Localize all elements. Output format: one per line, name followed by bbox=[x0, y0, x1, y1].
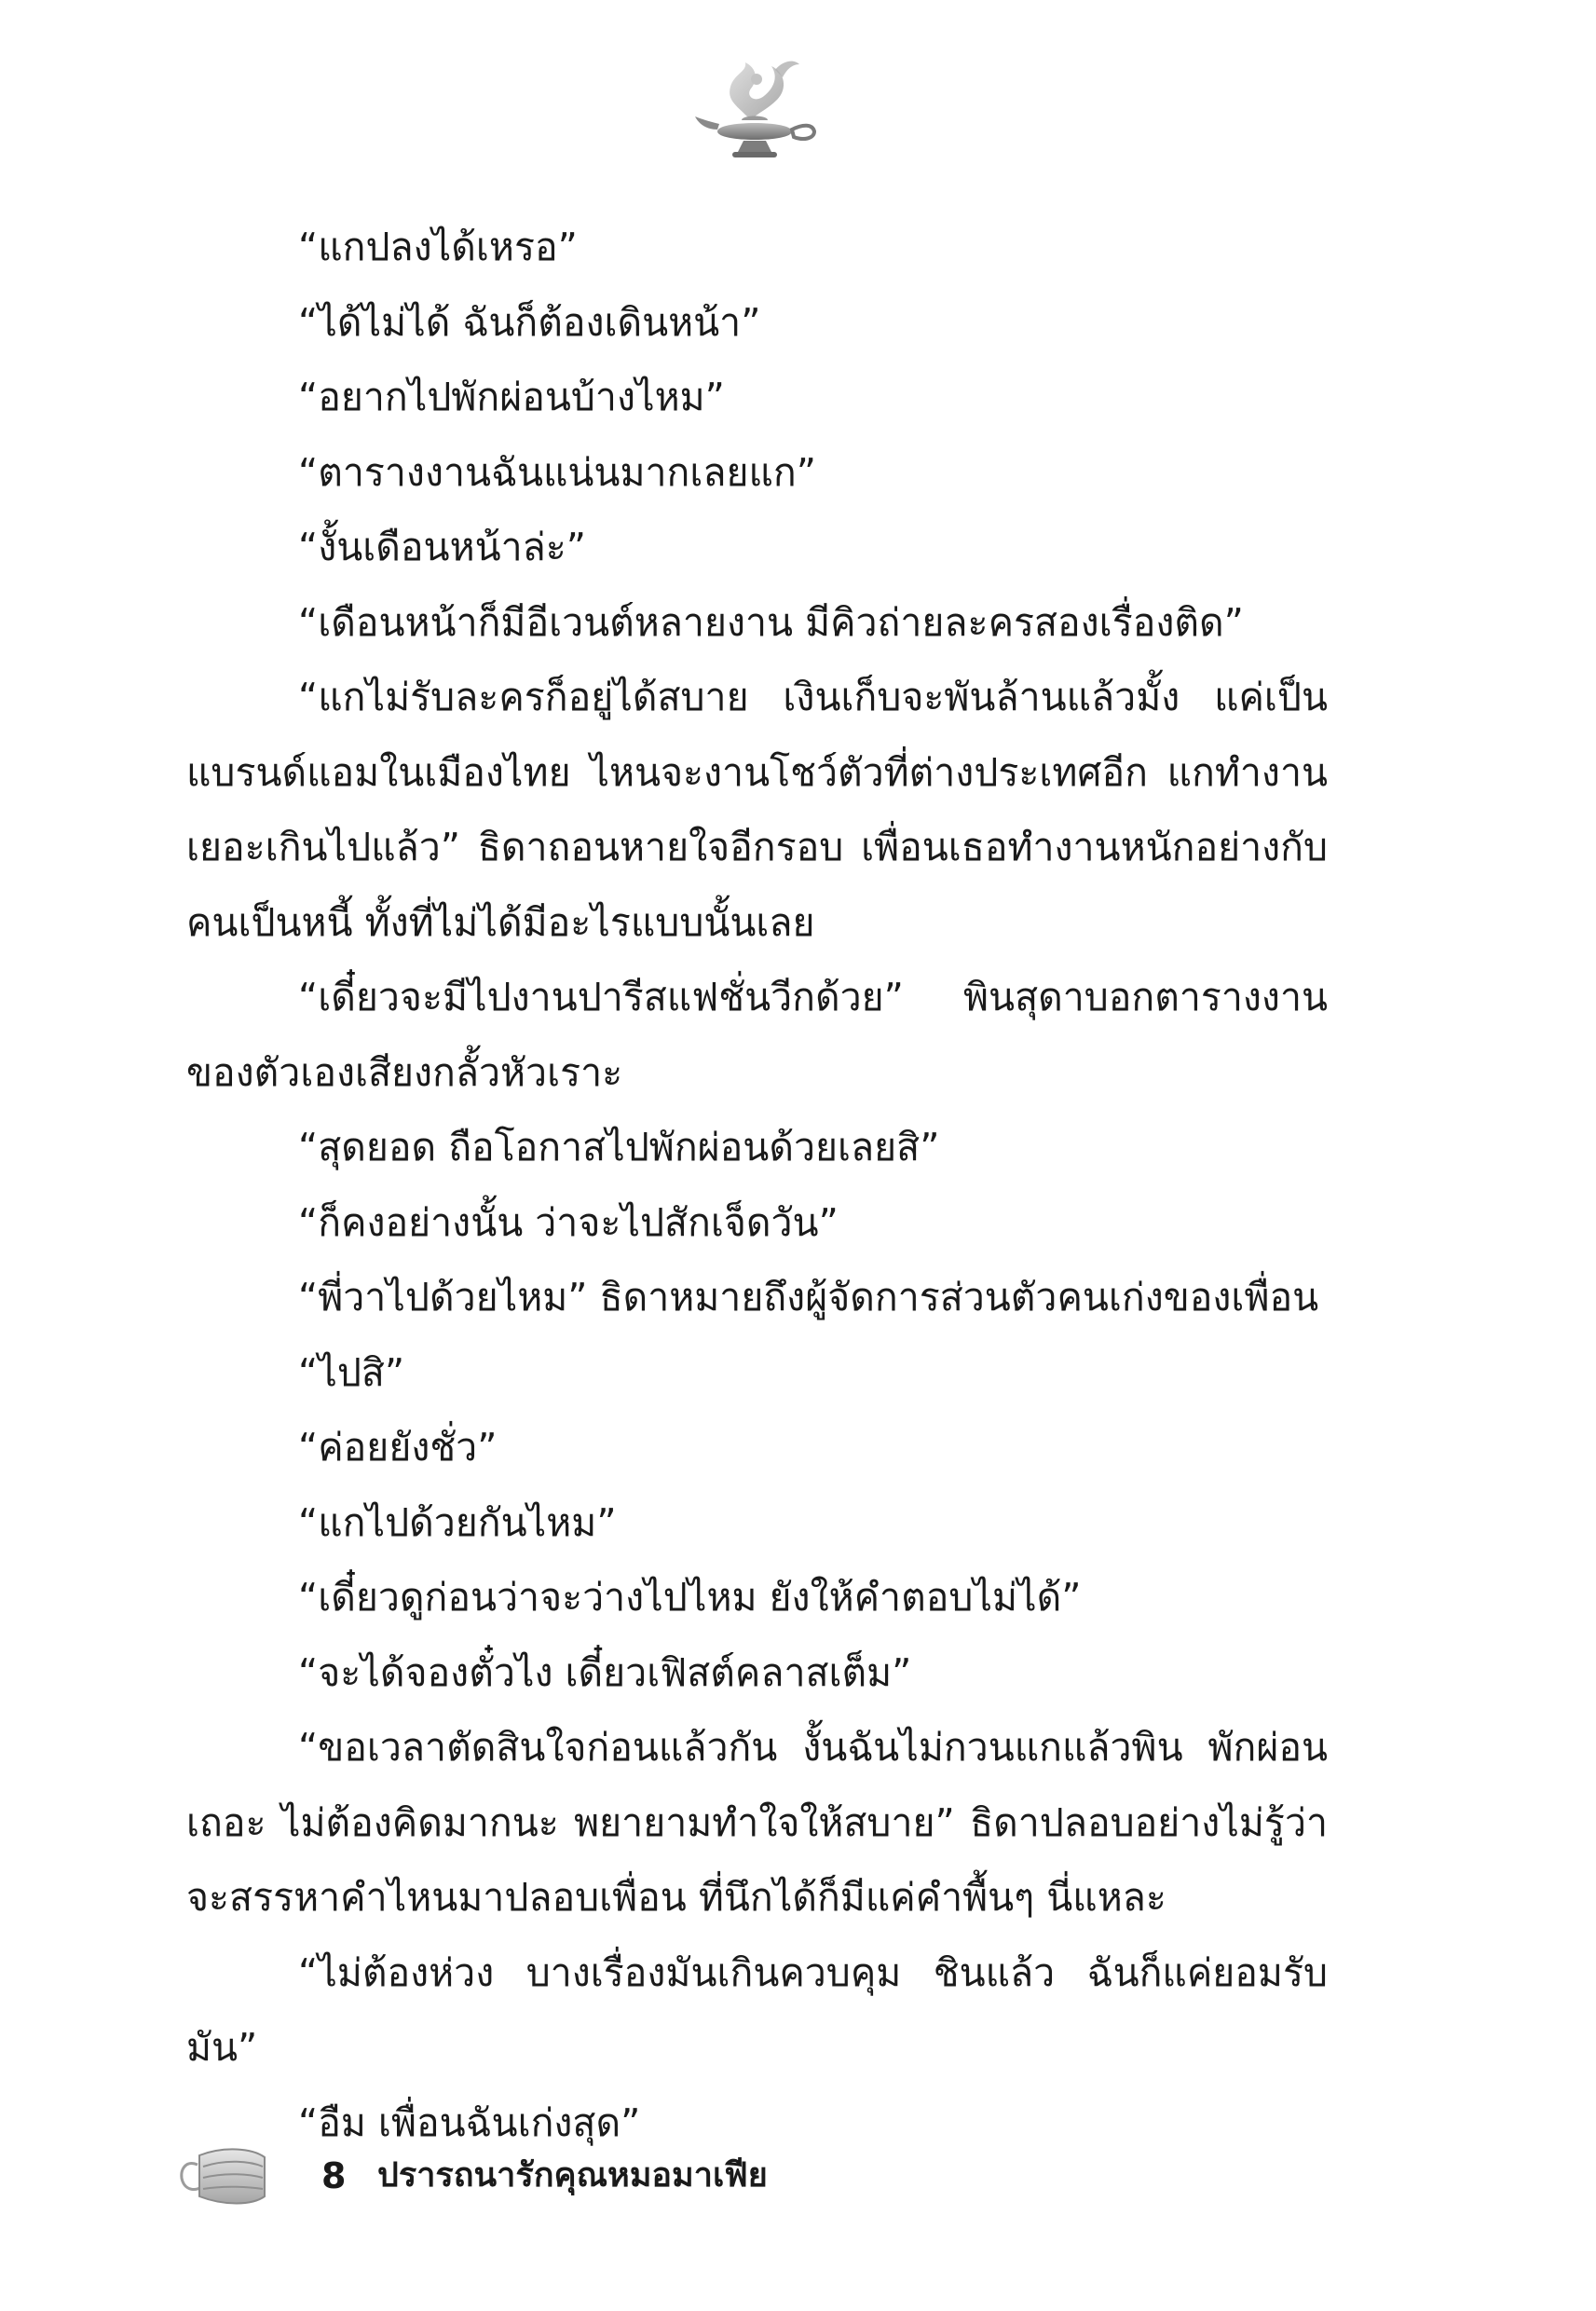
paragraph: “อืม เพื่อนฉันเก่งสุด” bbox=[298, 2099, 641, 2145]
paragraph: “จะได้จองตั๋วไง เดี๋ยวเฟิสต์คลาสเต็ม” bbox=[298, 1649, 912, 1695]
paragraph: “เดี๋ยวดูก่อนว่าจะว่างไปไหม ยังให้คำตอบไม่ได้” bbox=[298, 1575, 1082, 1620]
paragraph: “ได้ไม่ได้ ฉันก็ต้องเดินหน้า” bbox=[298, 299, 761, 345]
paragraph: “เดี๋ยวจะมีไปงานปารีสแฟชั่นวีกด้วย” พินสุดาบอกตารางงานของตัวเองเสียงกลั้วหัวเราะ bbox=[186, 975, 1328, 1095]
paragraph: “ตารางงานฉันแน่นมากเลยแก” bbox=[298, 449, 816, 495]
paragraph: “สุดยอด ถือโอกาสไปพักผ่อนด้วยเลยสิ” bbox=[298, 1125, 940, 1169]
paragraph: “อยากไปพักผ่อนบ้างไหม” bbox=[298, 375, 725, 419]
book-title: ปรารถนารักคุณหมอมาเฟีย bbox=[377, 2156, 768, 2195]
paragraph: “งั้นเดือนหน้าล่ะ” bbox=[298, 525, 587, 569]
page-footer bbox=[177, 2139, 1109, 2222]
paragraph: “ไปสิ” bbox=[298, 1349, 405, 1395]
paragraph: “ขอเวลาตัดสินใจก่อนแล้วกัน งั้นฉันไม่กวนแกแล้วพิน พักผ่อนเถอะ ไม่ต้องคิดมากนะ พยายามทำใจให้สบาย” ธิดาปลอบอย่างไม่รู้ว่าจะสรรหาคำไหนมาปลอบเพื่อน ที่นึกได้ก็มีแค่คำพื้นๆ นี่แหละ bbox=[186, 1725, 1328, 1920]
body-text bbox=[186, 210, 1328, 2160]
genie-lamp-icon bbox=[689, 51, 820, 168]
paragraph: “แกไม่รับละครก็อยู่ได้สบาย เงินเก็บจะพันล้านแล้วมั้ง แค่เป็นแบรนด์แอมในเมืองไทย ไหนจะงานโชว์ตัวที่ต่างประเทศอีก แกทำงานเยอะเกินไปแล้ว” ธิดาถอนหายใจอีกรอบ เพื่อนเธอทำงานหนักอย่างกับคนเป็นหนี้ ทั้งที่ไม่ได้มีอะไรแบบนั้นเลย bbox=[186, 675, 1328, 945]
paragraph: “พี่วาไปด้วยไหม” ธิดาหมายถึงผู้จัดการส่วนตัวคนเก่งของเพื่อน bbox=[298, 1275, 1319, 1320]
paragraph: “ก็คงอย่างนั้น ว่าจะไปสักเจ็ดวัน” bbox=[298, 1199, 839, 1245]
page-number: 8 bbox=[321, 2155, 347, 2196]
paragraph: “เดือนหน้าก็มีอีเวนต์หลายงาน มีคิวถ่ายละครสองเรื่องติด” bbox=[298, 599, 1244, 645]
face-mask-icon bbox=[177, 2139, 270, 2213]
paragraph: “แกไปด้วยกันไหม” bbox=[298, 1499, 617, 1545]
paragraph: “ค่อยยังชั่ว” bbox=[298, 1425, 498, 1470]
paragraph: “แกปลงได้เหรอ” bbox=[298, 225, 578, 269]
paragraph: “ไม่ต้องห่วง บางเรื่องมันเกินควบคุม ชินแล้ว ฉันก็แค่ยอมรับมัน” bbox=[186, 1949, 1328, 2070]
